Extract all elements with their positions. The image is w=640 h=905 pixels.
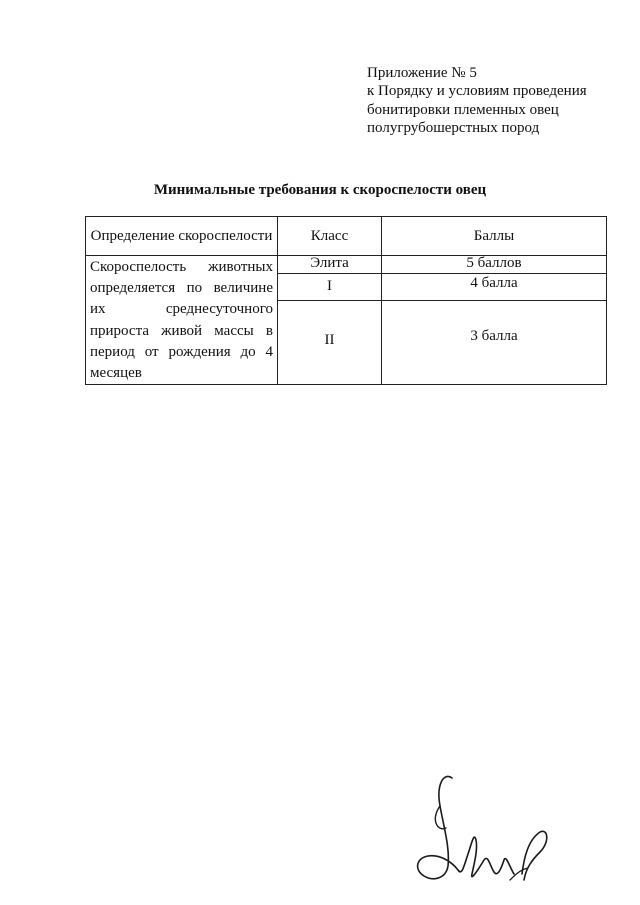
class-value: II <box>324 332 335 349</box>
document-title: Минимальные требования к скороспелости овец <box>153 182 487 198</box>
header-class: Класс <box>278 217 382 256</box>
class-cell: Элита <box>278 256 382 274</box>
score-cell: 5 баллов <box>382 256 607 274</box>
table-header-row <box>86 217 607 256</box>
appendix-note <box>367 64 629 137</box>
score-cell <box>382 301 607 385</box>
appendix-line-order: к Порядку и условиям проведения <box>367 83 587 100</box>
requirements-table <box>85 216 607 385</box>
score-cell <box>382 273 607 300</box>
score-value: 4 балла <box>470 274 518 291</box>
header-score: Баллы <box>382 217 607 256</box>
score-value: 3 балла <box>470 328 518 345</box>
header-definition: Определение скороспелости <box>86 217 278 256</box>
appendix-line-breeds: полугрубошерстных пород <box>367 119 540 136</box>
class-cell <box>278 273 382 300</box>
definition-cell <box>86 256 278 385</box>
table-row <box>86 256 607 274</box>
definition-text: Скороспелость животных определяется по величине их среднесуточного прироста живой массы в период от рождения до 4 месяцев <box>90 259 273 382</box>
handwritten-signature <box>400 770 560 890</box>
appendix-line-number: Приложение № 5 <box>367 65 477 81</box>
class-cell <box>278 301 382 385</box>
class-value: I <box>327 277 332 294</box>
appendix-line-evaluation: бонитировки племенных овец <box>367 101 559 118</box>
